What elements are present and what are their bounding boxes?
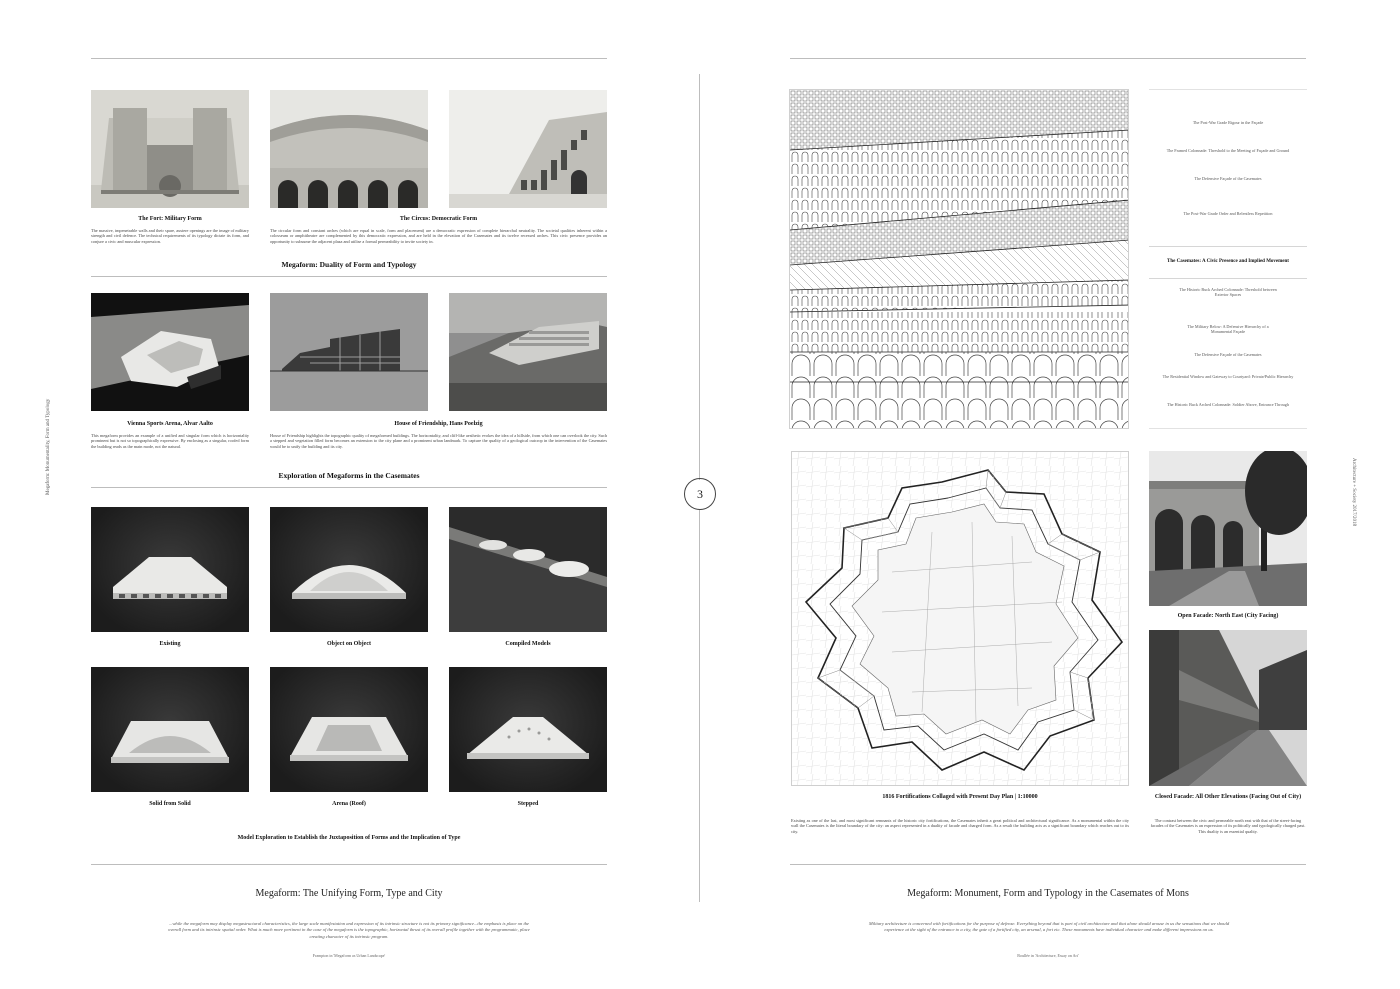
top-rule-left: [91, 58, 607, 59]
right-page-title: Megaform: Monument, Form and Typology in the Casemates of Mons: [907, 888, 1189, 899]
vienna-caption: Vienna Sports Arena, Alvar Aalto: [127, 421, 213, 427]
model-label-5: Arena (Roof): [332, 801, 366, 807]
left-quote-credit: Frampton in 'Megaform as Urban Landscape': [312, 953, 386, 958]
rule-footer-left: [91, 864, 607, 865]
fort-image: [91, 90, 249, 208]
annotation-10: The Historic Buck Arched Colonnade: Soldier Above, Entrance Through: [1167, 402, 1289, 407]
closed-facade-photo: [1149, 630, 1307, 786]
section-title-duality: Megaform: Duality of Form and Typology: [281, 260, 417, 269]
model-stepped-image: [449, 667, 607, 792]
poelzig-text: House of Friendship highlights the topographic quality of megaformed buildings. The horizontality, and cliff-like aesthetic evokes the idea of a hillside, from which one can overlook the city. Such a stepped and vegetation filled form becomes an extension to the city plane and a prominent urban landmark. To capture the quality of a geological outcrop in the intervention of the Casemates would be to unify the building and its city.: [270, 433, 607, 449]
house-of-friendship-sketch-image: [449, 293, 607, 411]
vienna-text: This megaform provides an example of a unified and singular form which is horizontality prominent but is not so topographically expressive. By enclosing as a singular, roofed form the building reads as the main mode, not the natural.: [91, 433, 249, 449]
model-label-2: Object on Object: [327, 641, 371, 647]
annotation-6: The Historic Buck Arched Colonnade: Threshold between Exterior Spaces: [1179, 287, 1277, 298]
fort-caption: The Fort: Military Form: [138, 216, 202, 222]
annotation-rule-2: [1149, 278, 1307, 279]
model-arena-roof-image: [270, 667, 428, 792]
right-quote-credit: Boullée in 'Architecture, Essay on Art': [1017, 953, 1079, 958]
top-rule-right: [790, 58, 1306, 59]
annotation-4: The Post-War Grade Order and Relentless Repetition: [1183, 211, 1273, 216]
open-facade-caption: Open Facade: North East (City Facing): [1177, 613, 1279, 619]
page-number-badge: 3: [684, 478, 716, 510]
model-compiled-image: [449, 507, 607, 632]
model-label-6: Stepped: [517, 801, 539, 807]
center-divider-bottom: [699, 510, 700, 902]
circus-text: The circular form and constant arches (which are equal in scale, form and placement) are a democratic expression of complete hierarchal neutrality. The societal qualities inherent within a colosseum or amphitheatre are complemented by this democratic expression, and are held in the elevation of the Casemates and its twelve recessed arches. This civic presence provides an opportunity to subsume the adjacent plaza and utilise a formal permeability to invite society in.: [270, 228, 607, 244]
poelzig-caption: House of Friendship, Hans Poelzig: [394, 421, 483, 427]
fortifications-map: [791, 451, 1129, 786]
model-object-on-object-image: [270, 507, 428, 632]
map-caption: 1816 Fortifications Collaged with Present Day Plan | 1:10000: [882, 794, 1038, 800]
model-existing-image: [91, 507, 249, 632]
left-page-title: Megaform: The Unifying Form, Type and City: [255, 888, 443, 899]
photo-text: The contrast between the civic and permeable north east with that of the street-facing facades of the Casemates is an expression of its politically and typologically charged past. This duality is an essential quality.: [1150, 818, 1306, 834]
circus-caption: The Circus: Democratic Form: [399, 216, 478, 222]
vienna-arena-image: [91, 293, 249, 411]
annotation-rule-bottom: [1149, 428, 1307, 429]
right-quote: Military architecture is concerned with fortifications for the purpose of defense. Everything beyond that is part of civil architecture and that alone should arouse in us the sensations that we should experience at the sight of the entrance to a city, the gate of a fortified city, an arsenal, a fort etc. These monuments have individual character and make different impressions on us.: [868, 921, 1230, 933]
annotation-rule-1: [1149, 246, 1307, 247]
colosseum-image: [449, 90, 607, 208]
model-solid-from-solid-image: [91, 667, 249, 792]
models-footer-caption: Model Exploration to Establish the Juxtaposition of Forms and the Implication of Type: [237, 835, 461, 841]
left-side-label: Megaform: Monumentality, Form and Typology: [46, 398, 51, 495]
annotation-8: The Defensive Façade of the Casemates: [1194, 352, 1262, 357]
rule-footer-right: [790, 864, 1306, 865]
map-text: Existing as one of the last, and most significant remnants of the historic city fortifications, the Casemates inherit a great political and architectural significance. As a monumental within the city wall the Casemates is the literal boundary of the city: an aspect represented in a duality of facade and charged form. As a result the building acts as a significant boundary which reaches out to its city.: [791, 818, 1129, 834]
rule-duality: [91, 276, 607, 277]
rule-exploration: [91, 487, 607, 488]
circus-image: [270, 90, 428, 208]
annotation-9: The Residential Window and Gateway to Courtyard: Private/Public Hierarchy: [1162, 374, 1294, 379]
open-facade-photo: [1149, 451, 1307, 606]
annotation-3: The Defensive Façade of the Casemates: [1194, 176, 1262, 181]
facade-elevation-drawing: [789, 89, 1129, 429]
right-side-label: Architecture + Society 2017/2018: [1351, 458, 1356, 526]
closed-facade-caption: Closed Facade: All Other Elevations (Facing Out of City): [1154, 794, 1302, 800]
annotation-heading: The Casemates: A Civic Presence and Implied Movement: [1167, 259, 1289, 264]
annotation-2: The Framed Colonnade: Threshold to the Meeting of Façade and Ground: [1166, 148, 1290, 153]
model-label-1: Existing: [159, 641, 181, 647]
annotation-7: The Military Below: A Defensive Hierarchy of a Monumental Façade: [1187, 324, 1269, 335]
fort-text: The massive, impenetrable walls and their spare, austere openings are the image of military strength and civil defence. The technical requirements of its typology dictate its form, and conjure a civic and muscular expression.: [91, 228, 249, 244]
house-of-friendship-section-image: [270, 293, 428, 411]
center-divider-top: [699, 74, 700, 480]
section-title-exploration: Exploration of Megaforms in the Casemates: [278, 471, 420, 480]
annotation-rule-top: [1149, 89, 1307, 90]
model-label-3: Compiled Models: [505, 641, 551, 647]
left-quote: ...while the megaform may display megastructural characteristics, the large scale manifestation and expression of its intrinsic structure is not its primary significance...the emphasis is place on the overall form and its intrinsic spatial order. What is much more pertinent in the case of the megaform is the topographic, horizontal thrust of its overall profile together with the programmatic, place creating character of its intrinsic program.: [168, 921, 530, 939]
model-label-4: Solid from Solid: [149, 801, 191, 807]
annotation-1: The Post-War Grade Rigour in the Façade: [1192, 120, 1264, 125]
